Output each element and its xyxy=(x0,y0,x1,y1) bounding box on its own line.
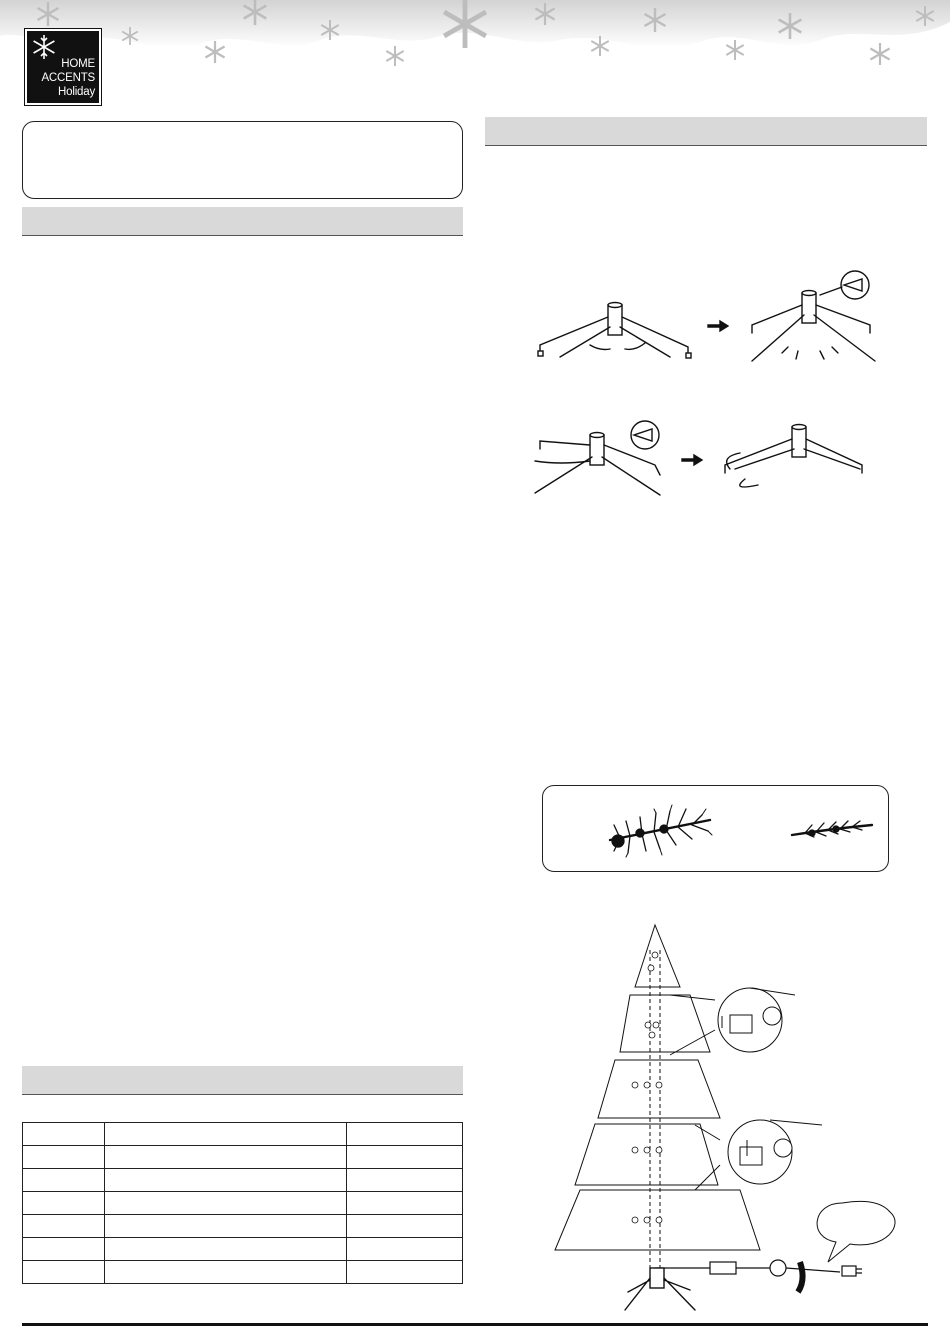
stand-fold xyxy=(725,425,862,488)
brand-line-3: Holiday xyxy=(58,86,95,98)
table-cell xyxy=(347,1261,463,1284)
table-cell xyxy=(347,1215,463,1238)
table-row xyxy=(23,1238,463,1261)
brand-line-1: HOME xyxy=(61,58,95,70)
section-header-parts xyxy=(22,1066,463,1095)
table-row xyxy=(23,1169,463,1192)
parts-table xyxy=(22,1122,463,1284)
table-cell xyxy=(23,1169,105,1192)
stand-unfold xyxy=(538,303,691,359)
snowflake-banner xyxy=(0,0,950,80)
table-cell xyxy=(104,1192,346,1215)
tree-assembly-diagram xyxy=(550,920,930,1320)
table-cell xyxy=(23,1192,105,1215)
table-cell xyxy=(23,1123,105,1146)
table-cell xyxy=(347,1238,463,1261)
table-row xyxy=(23,1192,463,1215)
table-row xyxy=(23,1123,463,1146)
table-row xyxy=(23,1215,463,1238)
stand-release xyxy=(535,421,660,495)
table-cell xyxy=(104,1238,346,1261)
table-cell xyxy=(347,1146,463,1169)
section-header-assembly xyxy=(485,117,927,146)
unfluffed-branch-icon xyxy=(792,821,872,837)
footer-rule xyxy=(22,1323,928,1326)
home-accents-holiday-logo xyxy=(25,29,101,105)
table-row xyxy=(23,1261,463,1284)
tree-section-2 xyxy=(620,995,710,1052)
right-arrow-icon xyxy=(708,321,728,331)
table-cell xyxy=(347,1123,463,1146)
table-cell xyxy=(104,1146,346,1169)
brand-line-2: ACCENTS xyxy=(41,72,95,84)
table-cell xyxy=(104,1215,346,1238)
info-box xyxy=(22,121,463,199)
table-cell xyxy=(104,1123,346,1146)
stand-illustrations xyxy=(520,265,900,515)
table-row xyxy=(23,1146,463,1169)
tree-section-3 xyxy=(598,1060,720,1118)
branch-illustrations xyxy=(600,795,880,865)
table-cell xyxy=(23,1261,105,1284)
right-arrow-icon xyxy=(682,455,702,465)
table-cell xyxy=(347,1169,463,1192)
table-cell xyxy=(347,1192,463,1215)
stand-lock xyxy=(752,271,875,361)
speech-bubble xyxy=(817,1201,895,1262)
table-cell xyxy=(104,1261,346,1284)
table-cell xyxy=(23,1238,105,1261)
tree-section-4 xyxy=(575,1124,718,1185)
section-header-left-top xyxy=(22,207,463,236)
table-cell xyxy=(23,1146,105,1169)
fluffed-branch-icon xyxy=(610,805,712,857)
snowflake-icon xyxy=(30,33,58,61)
table-cell xyxy=(104,1169,346,1192)
table-cell xyxy=(23,1215,105,1238)
